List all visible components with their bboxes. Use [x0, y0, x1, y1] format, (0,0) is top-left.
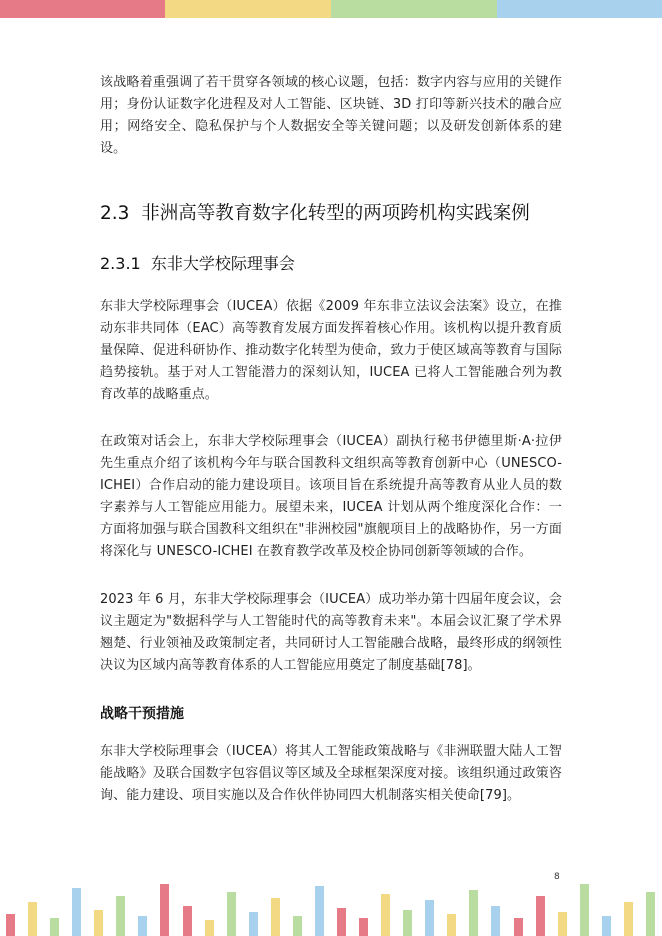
top-color-band: [0, 0, 662, 18]
section-title: 非洲高等教育数字化转型的两项跨机构实践案例: [141, 203, 530, 224]
decorative-bar: [602, 916, 611, 936]
decorative-bar: [403, 910, 412, 936]
decorative-bar: [293, 916, 302, 936]
page-number: 8: [554, 872, 560, 882]
decorative-bar: [646, 892, 655, 936]
decorative-bar: [72, 888, 81, 936]
decorative-bar: [425, 900, 434, 936]
decorative-bar: [28, 902, 37, 936]
paragraph-iucea-intro: 东非大学校际理事会（IUCEA）依据《2009 年东非立法议会法案》设立，在推动东非共同体（EAC）高等教育发展方面发挥着核心作用。该机构以提升教育质量保障、促进科研协作、推动数字化转型为使命，致力于使区域高等教育与国际趋势接轨。基于对人工智能潜力的深刻认知，IUCEA 已将人工智能融合列为教育改革的战略重点。: [100, 299, 562, 402]
band-segment-blue: [497, 0, 662, 18]
paragraph-policy-dialogue: 在政策对话会上，东非大学校际理事会（IUCEA）副执行秘书伊德里斯·A·拉伊先生重点介绍了该机构今年与联合国教科文组织高等教育创新中心（UNESCO-ICHEI）合作启动的能力建设项目。该项目旨在系统提升高等教育从业人员的数字素养与人工智能应用能力。展望未来，IUCEA 计划从两个维度深化合作：一方面将加强与联合国教科文组织在"非洲校园"旗舰项目上的战略协作，另一方面将深化与 UNESCO-ICHEI 在教育教学改革及校企协同创新等领域的合作。: [100, 434, 562, 559]
subsection-number: 2.3.1: [100, 254, 141, 273]
section-heading: [100, 199, 530, 225]
decorative-bar: [205, 920, 214, 936]
decorative-bar: [381, 894, 390, 936]
band-segment-red: [0, 0, 165, 18]
decorative-bar: [160, 884, 169, 936]
decorative-bar: [558, 912, 567, 936]
bottom-decorative-bars: [0, 880, 662, 936]
decorative-bar: [447, 914, 456, 936]
subsection-heading: [100, 251, 295, 274]
intro-paragraph: 该战略着重强调了若干贯穿各领域的核心议题，包括：数字内容与应用的关键作用；身份认证数字化进程及对人工智能、区块链、3D 打印等新兴技术的融合应用；网络安全、隐私保护与个人数据安全等关键问题；以及研发创新体系的建设。: [100, 75, 562, 156]
decorative-bar: [6, 914, 15, 936]
decorative-bar: [580, 884, 589, 936]
band-segment-green: [331, 0, 497, 18]
subsection-title: 东非大学校际理事会: [150, 254, 295, 273]
decorative-bar: [469, 890, 478, 936]
decorative-bar: [227, 892, 236, 936]
decorative-bar: [359, 918, 368, 936]
decorative-bar: [536, 896, 545, 936]
decorative-bar: [624, 902, 633, 936]
decorative-bar: [138, 916, 147, 936]
decorative-bar: [315, 886, 324, 936]
decorative-bar: [183, 906, 192, 936]
decorative-bar: [50, 918, 59, 936]
paragraph-annual-meeting: 2023 年 6 月，东非大学校际理事会（IUCEA）成功举办第十四届年度会议，会议主题定为"数据科学与人工智能时代的高等教育未来"。本届会议汇聚了学术界翘楚、行业领袖及政策制定者，共同研讨人工智能融合战略，最终形成的纲领性决议为区域内高等教育体系的人工智能应用奠定了制度基础[78]。: [100, 592, 562, 673]
decorative-bar: [337, 908, 346, 936]
paragraph-strategy-alignment: 东非大学校际理事会（IUCEA）将其人工智能政策战略与《非洲联盟大陆人工智能战略》及联合国数字包容倡议等区域及全球框架深度对接。该组织通过政策咨询、能力建设、项目实施以及合作伙伴协同四大机制落实相关使命[79]。: [100, 744, 562, 803]
strategic-interventions-heading: 战略干预措施: [100, 706, 184, 722]
section-number: 2.3: [100, 203, 130, 224]
decorative-bar: [94, 910, 103, 936]
decorative-bar: [249, 912, 258, 936]
band-segment-yellow: [165, 0, 331, 18]
decorative-bar: [514, 918, 523, 936]
decorative-bar: [491, 906, 500, 936]
decorative-bar: [271, 898, 280, 936]
decorative-bar: [116, 896, 125, 936]
